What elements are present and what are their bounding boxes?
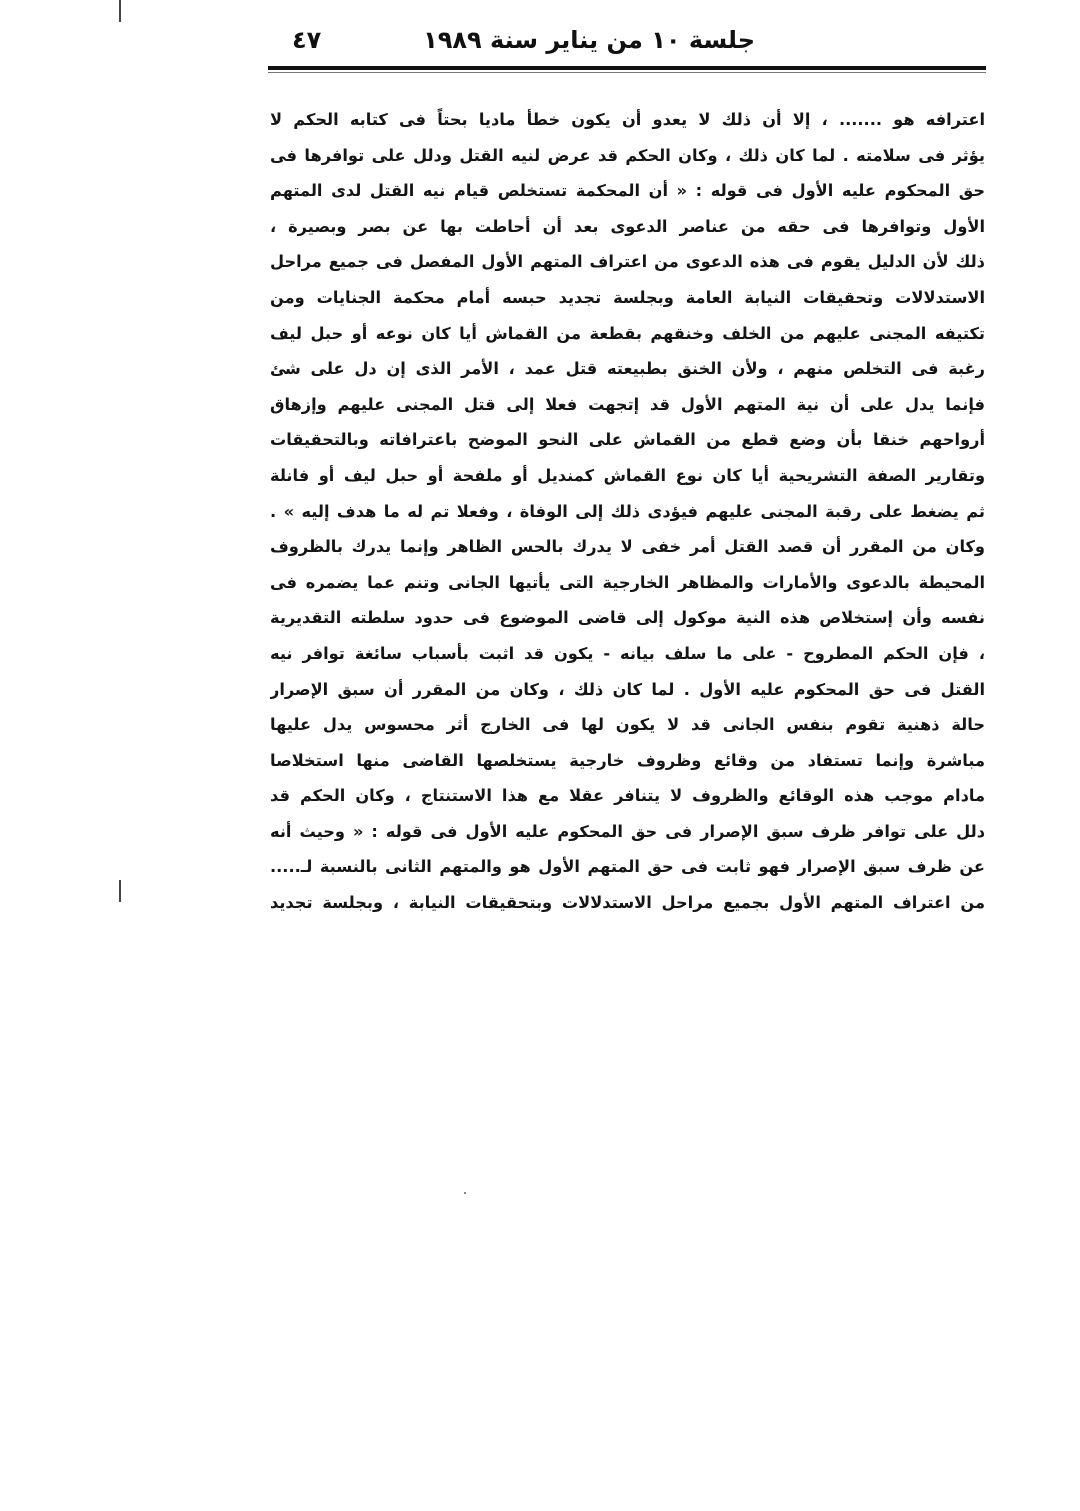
text-line: من اعتراف المتهم الأول بجميع مراحل الاستدلالات وبتحقيقات النيابة ، وبجلسة تجديد [270, 893, 985, 913]
text-line: الاستدلالات وتحقيقات النيابة العامة وبجلسة تجديد حبسه أمام محكمة الجنايات ومن [270, 287, 985, 307]
body-text [270, 102, 985, 921]
text-line: اعترافه هو ....... ، إلا أن ذلك لا يعدو أن يكون خطأ ماديا بحتاً فى كتابه الحكم لا [270, 110, 985, 129]
text-line: ثم يضغط على رقبة المجنى عليهم فيؤدى ذلك إلى الوفاة ، وفعلا تم له ما هدف إليه » . [270, 501, 985, 521]
text-line: تكتيفه المجنى عليهم من الخلف وخنقهم بقطعة من القماش أيا كان نوعه أو حبل ليف [270, 323, 985, 343]
page-edge-mark [119, 0, 121, 22]
text-line: أرواحهم خنقا بأن وضع قطع من القماش على النحو الموضح باعترافاته وبالتحقيقات [270, 430, 985, 450]
text-line: ذلك لأن الدليل يقوم فى هذه الدعوى من اعتراف المتهم الأول المفصل فى جميع مراحل [270, 252, 985, 272]
text-line: عن ظرف سبق الإصرار فهو ثابت فى حق المتهم الأول هو والمتهم الثانى بالنسبة لـ..... [270, 857, 985, 877]
text-line: نفسه وأن إستخلاص هذه النية موكول إلى قاضى الموضوع فى حدود سلطته التقديرية [270, 608, 985, 628]
text-line: وتقارير الصفة التشريحية أيا كان نوع القماش كمنديل أو ملفحة أو حبل ليف أو فانلة [270, 465, 985, 485]
text-line: وكان من المقرر أن قصد القتل أمر خفى لا يدرك بالحس الظاهر وإنما يدرك بالظروف [270, 537, 985, 557]
page-edge-mark [119, 880, 121, 902]
scan-speck [464, 1192, 466, 1194]
header-rule [268, 66, 986, 70]
text-line: يؤثر فى سلامته . لما كان ذلك ، وكان الحكم قد عرض لنيه القتل ودلل على توافرها فى [270, 145, 985, 165]
text-line: ، فإن الحكم المطروح - على ما سلف بيانه - يكون قد اثبت بأسباب سائغة توافر نيه [270, 643, 985, 663]
text-line: المحيطة بالدعوى والأمارات والمظاهر الخارجية التى يأتيها الجانى وتنم عما يضمره فى [270, 572, 985, 592]
text-line: القتل فى حق المحكوم عليه الأول . لما كان ذلك ، وكان من المقرر أن سبق الإصرار [270, 679, 985, 699]
text-line: حق المحكوم عليه الأول فى قوله : « أن المحكمة تستخلص قيام نيه القتل لدى المتهم [270, 181, 985, 201]
text-line: فإنما يدل على أن نية المتهم الأول قد إتجهت فعلا إلى قتل المجنى عليهم وإزهاق [270, 394, 985, 414]
text-line: حالة ذهنية تقوم بنفس الجانى قد لا يكون لها فى الخارج أثر محسوس يدل عليها [270, 715, 985, 735]
running-header [270, 20, 985, 70]
text-line: رغبة فى التخلص منهم ، ولأن الخنق بطبيعته قتل عمد ، الأمر الذى إن دل على شئ [270, 359, 985, 379]
text-line: مادام موجب هذه الوقائع والظروف لا يتنافر عقلا مع هذا الاستنتاج ، وكان الحكم قد [270, 786, 985, 806]
text-line: دلل على توافر ظرف سبق الإصرار فى حق المحكوم عليه الأول فى قوله : « وحيث أنه [270, 821, 985, 841]
header-rule-thin [268, 72, 986, 73]
text-line: الأول وتوافرها فى حقه من عناصر الدعوى بعد أن أحاطت بها عن بصر وبصيرة ، [270, 216, 985, 236]
header-title: جلسة ١٠ من يناير سنة ١٩٨٩ [423, 26, 755, 54]
text-line: مباشرة وإنما تستفاد من وقائع وظروف خارجية يستخلصها القاضى منها استخلاصا [270, 750, 985, 770]
page-number: ٤٧ [292, 26, 322, 54]
